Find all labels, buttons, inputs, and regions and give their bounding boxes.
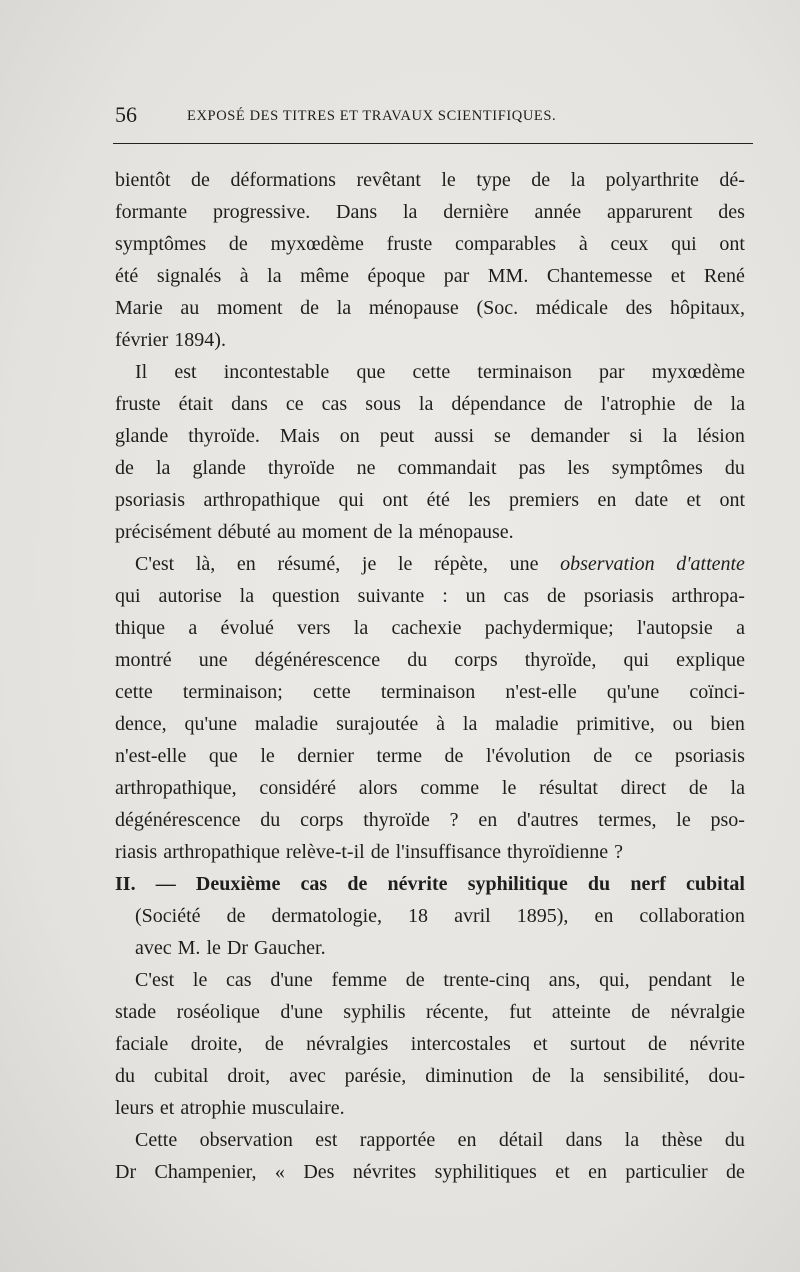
text-line: dégénérescence du corps thyroïde ? en d'autres termes, le pso- (115, 809, 745, 831)
page-header (115, 100, 755, 130)
text-line: n'est-elle que le dernier terme de l'évolution de ce psoriasis (115, 745, 745, 767)
text-line: Marie au moment de la ménopause (Soc. médicale des hôpitaux, (115, 297, 745, 319)
text-line: février 1894). (115, 329, 226, 351)
text-line: psoriasis arthropathique qui ont été les premiers en date et ont (115, 489, 745, 511)
text-line: leurs et atrophie musculaire. (115, 1097, 345, 1119)
text-line: symptômes de myxœdème fruste comparables à ceux qui ont (115, 233, 745, 255)
text-line: Cette observation est rapportée en détail dans la thèse du (135, 1129, 745, 1151)
header-rule (113, 143, 753, 144)
text-line: II. — Deuxième cas de névrite syphilitique du nerf cubital (115, 873, 745, 895)
text-line: Dr Champenier, « Des névrites syphilitiques et en particulier de (115, 1161, 745, 1183)
page-number: 56 (115, 102, 137, 127)
text-line: de la glande thyroïde ne commandait pas les symptômes du (115, 457, 745, 479)
text-line: bientôt de déformations revêtant le type de la polyarthrite dé- (115, 169, 745, 191)
text-line: Il est incontestable que cette terminaison par myxœdème (135, 361, 745, 383)
text-line: montré une dégénérescence du corps thyroïde, qui explique (115, 649, 745, 671)
text-line: dence, qu'une maladie surajoutée à la maladie primitive, ou bien (115, 713, 745, 735)
text-line: arthropathique, considéré alors comme le résultat direct de la (115, 777, 745, 799)
body-text (115, 164, 745, 1188)
text-line: cette terminaison; cette terminaison n'est-elle qu'une coïnci- (115, 681, 745, 703)
running-title: EXPOSÉ DES TITRES ET TRAVAUX SCIENTIFIQUES. (187, 108, 557, 124)
text-line: qui autorise la question suivante : un cas de psoriasis arthropa- (115, 585, 745, 607)
text-line: (Société de dermatologie, 18 avril 1895), en collaboration (135, 905, 745, 927)
text-line: stade roséolique d'une syphilis récente, fut atteinte de névralgie (115, 1001, 745, 1023)
text-line: avec M. le Dr Gaucher. (135, 937, 326, 959)
text-line: C'est le cas d'une femme de trente-cinq ans, qui, pendant le (135, 969, 745, 991)
text-line: glande thyroïde. Mais on peut aussi se demander si la lésion (115, 425, 745, 447)
text-line: du cubital droit, avec parésie, diminution de la sensibilité, dou- (115, 1065, 745, 1087)
text-line: formante progressive. Dans la dernière année apparurent des (115, 201, 745, 223)
text-line: thique a évolué vers la cachexie pachydermique; l'autopsie a (115, 617, 745, 639)
text-line: été signalés à la même époque par MM. Chantemesse et René (115, 265, 745, 287)
text-line: faciale droite, de névralgies intercostales et surtout de névrite (115, 1033, 745, 1055)
text-line: précisément débuté au moment de la ménopause. (115, 521, 514, 543)
text-line: fruste était dans ce cas sous la dépendance de l'atrophie de la (115, 393, 745, 415)
text-line: C'est là, en résumé, je le répète, une observation d'attente (135, 553, 745, 575)
text-line: riasis arthropathique relève-t-il de l'insuffisance thyroïdienne ? (115, 841, 623, 863)
